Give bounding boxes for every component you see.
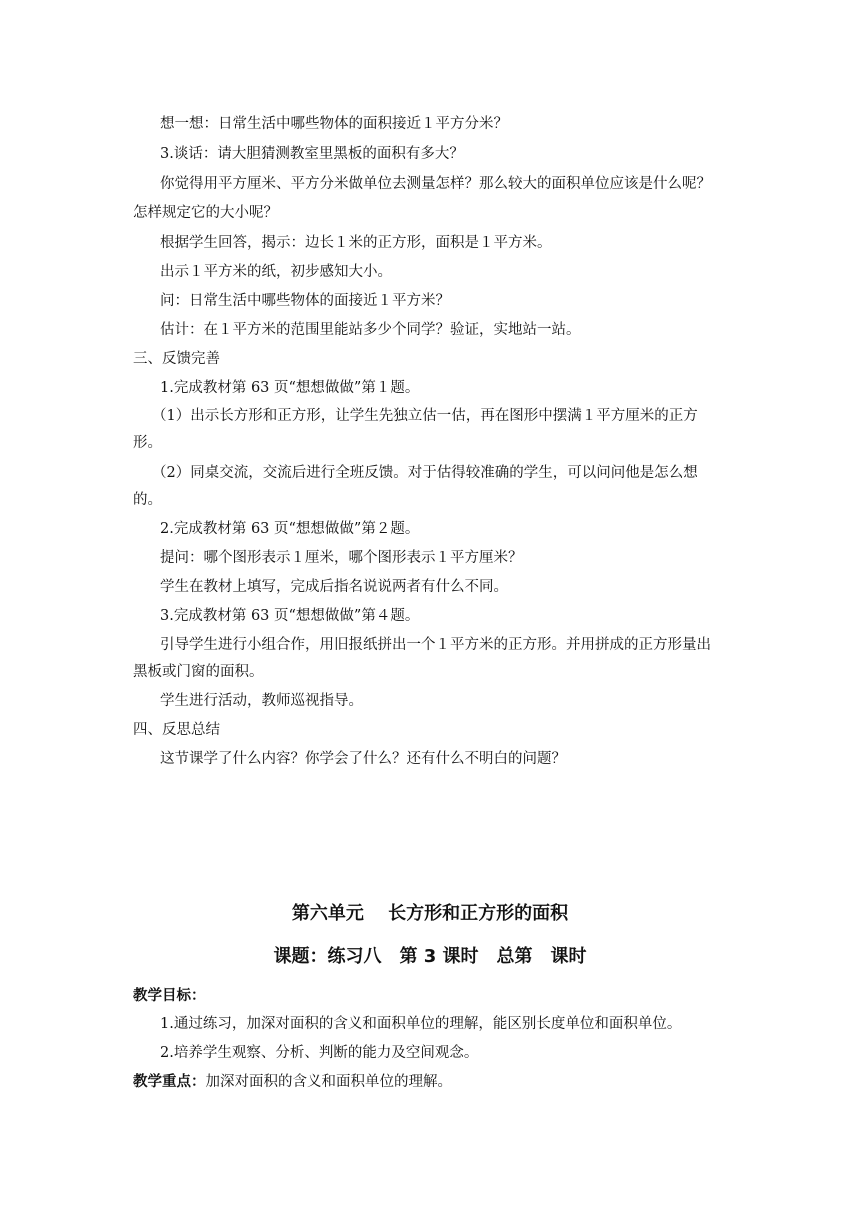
teaching-goal-2: 2.培养学生观察、分析、判断的能力及空间观念。 bbox=[160, 1045, 479, 1061]
paragraph-question-line2: 怎样规定它的大小呢？ bbox=[133, 205, 278, 221]
paragraph-show-paper: 出示１平方米的纸，初步感知大小。 bbox=[160, 264, 392, 280]
section-3-item-3b: 学生进行活动，教师巡视指导。 bbox=[160, 693, 363, 709]
teaching-key-text: 加深对面积的含义和面积单位的理解。 bbox=[205, 1074, 452, 1090]
paragraph-think: 想一想：日常生活中哪些物体的面积接近１平方分米？ bbox=[160, 116, 508, 132]
section-3-item-1: 1.完成教材第 63 页“想想做做”第１题。 bbox=[160, 380, 420, 396]
teaching-goal-1: 1.通过练习，加深对面积的含义和面积单位的理解，能区别长度单位和面积单位。 bbox=[160, 1016, 682, 1032]
section-4-title: 四、反思总结 bbox=[133, 722, 220, 738]
paragraph-talk: 3.谈话：请大胆猜测教室里黑板的面积有多大？ bbox=[160, 146, 464, 162]
teaching-goals-label bbox=[133, 986, 206, 1006]
paragraph-question-line1: 你觉得用平方厘米、平方分米做单位去测量怎样？那么较大的面积单位应该是什么呢？ bbox=[160, 176, 711, 192]
teaching-key-label: 教学重点： bbox=[133, 1074, 206, 1090]
section-3-item-3a-line1: 引导学生进行小组合作，用旧报纸拼出一个１平方米的正方形。并用拼成的正方形量出 bbox=[160, 637, 711, 653]
section-3-item-3: 3.完成教材第 63 页“想想做做”第４题。 bbox=[160, 608, 420, 624]
teaching-goals-label-text: 教学目标： bbox=[133, 988, 206, 1004]
section-3-item-1a-line1: （1）出示长方形和正方形，让学生先独立估一估，再在图形中摆满１平方厘米的正方 bbox=[152, 408, 698, 424]
section-3-item-1b-line2: 的。 bbox=[133, 492, 162, 508]
paragraph-ask: 问：日常生活中哪些物体的面接近１平方米？ bbox=[160, 293, 450, 309]
section-3-title: 三、反馈完善 bbox=[133, 351, 220, 367]
section-3-item-3a-line2: 黑板或门窗的面积。 bbox=[133, 664, 264, 680]
unit-title: 第六单元 长方形和正方形的面积 bbox=[291, 903, 569, 924]
section-3-item-1b-line1: （2）同桌交流，交流后进行全班反馈。对于估得较准确的学生，可以问问他是怎么想 bbox=[152, 465, 698, 481]
teaching-key-point bbox=[133, 1072, 452, 1092]
paragraph-estimate: 估计：在１平方米的范围里能站多少个同学？验证，实地站一站。 bbox=[160, 322, 581, 338]
section-4-question: 这节课学了什么内容？你学会了什么？还有什么不明白的问题？ bbox=[160, 751, 566, 767]
section-3-item-2a: 提问：哪个图形表示１厘米，哪个图形表示１平方厘米？ bbox=[160, 550, 523, 566]
paragraph-reveal: 根据学生回答，揭示：边长１米的正方形，面积是１平方米。 bbox=[160, 235, 552, 251]
section-3-item-2b: 学生在教材上填写，完成后指名说说两者有什么不同。 bbox=[160, 579, 508, 595]
lesson-title: 课题：练习八 第 3 课时 总第 课时 bbox=[273, 946, 587, 967]
section-3-item-1a-line2: 形。 bbox=[133, 435, 162, 451]
section-3-item-2: 2.完成教材第 63 页“想想做做”第２题。 bbox=[160, 521, 420, 537]
